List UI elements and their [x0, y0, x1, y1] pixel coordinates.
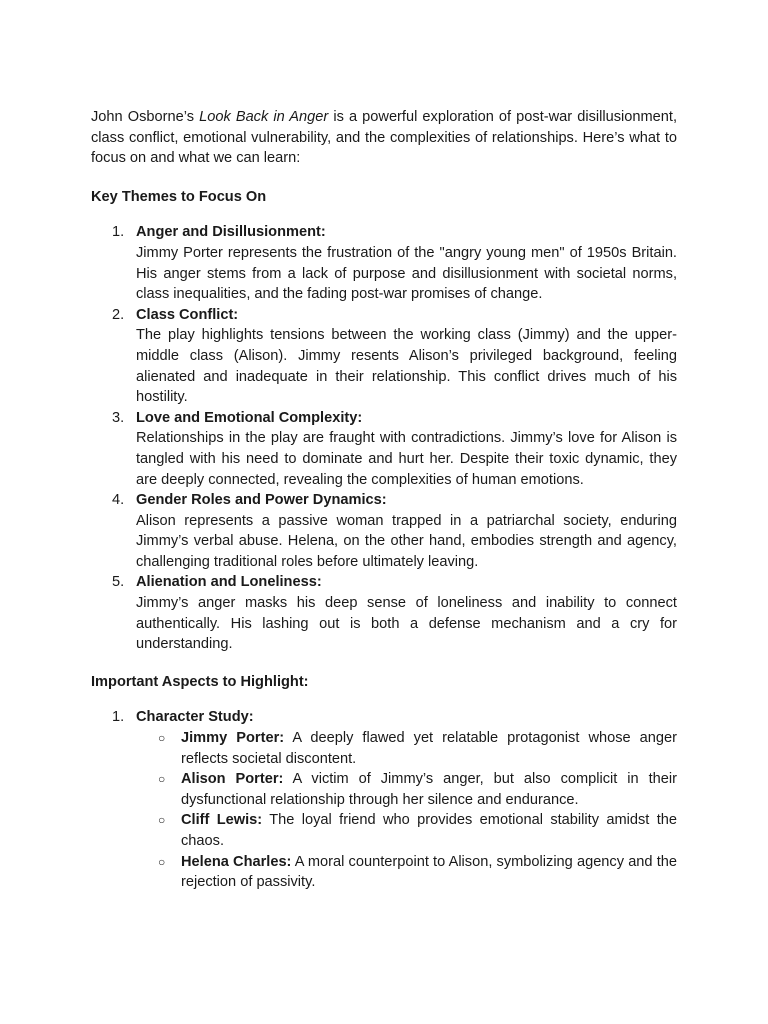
- aspects-heading: Important Aspects to Highlight:: [91, 673, 309, 690]
- document-content: [91, 107, 677, 893]
- theme-number: 5.: [112, 574, 125, 591]
- aspects-list: [91, 707, 677, 892]
- theme-title: Love and Emotional Complexity:: [136, 409, 363, 426]
- key-themes-heading: Key Themes to Focus On: [91, 188, 267, 205]
- intro-author: John Osborne’s: [91, 109, 200, 125]
- theme-title: Gender Roles and Power Dynamics:: [136, 492, 387, 509]
- theme-body: Relationships in the play are fraught with contradictions. Jimmy’s love for Alison is tangled with his need to dominate and hurt her. Despite their toxic dynamic, they are deeply connected, revealing the complexities of human emotions.: [136, 430, 677, 488]
- character-item: [136, 852, 677, 893]
- character-text: [181, 852, 677, 893]
- hollow-circle-bullet-icon: ○: [158, 813, 166, 828]
- play-title: Look Back in Anger: [199, 109, 329, 125]
- character-desc: A deeply flawed yet relatable protagonist whose anger reflects societal discontent.: [181, 730, 677, 767]
- character-desc: A moral counterpoint to Alison, symbolizing agency and the rejection of passivity.: [181, 853, 677, 891]
- theme-body: Jimmy’s anger masks his deep sense of loneliness and inability to connect authentically. His lashing out is both a defense mechanism and a cry for understanding.: [136, 595, 677, 653]
- character-item: [136, 810, 677, 851]
- character-desc: The loyal friend who provides emotional stability amidst the chaos.: [181, 812, 677, 849]
- theme-number: 1.: [112, 224, 125, 241]
- aspect-title: Character Study:: [136, 709, 254, 726]
- character-item: [136, 728, 677, 769]
- theme-title: Anger and Disillusionment:: [136, 224, 326, 241]
- character-text: [181, 810, 677, 851]
- character-text: [181, 769, 677, 810]
- intro-rest: is a powerful exploration of post-war disillusionment, class conflict, emotional vulnerability, and the complexities of relationships. Here’s what to focus on and what we can learn:: [91, 109, 678, 167]
- character-text: [181, 728, 677, 769]
- theme-number: 2.: [112, 306, 125, 323]
- character-name: Jimmy Porter:: [181, 730, 285, 747]
- theme-body: Alison represents a passive woman trapped in a patriarchal society, enduring Jimmy’s verbal abuse. Helena, on the other hand, embodies strength and agency, challenging traditional roles before ultimately leaving.: [136, 512, 677, 570]
- theme-title: Alienation and Loneliness:: [136, 574, 322, 591]
- theme-item: [91, 572, 677, 654]
- theme-item: [91, 408, 677, 490]
- intro-paragraph: [91, 107, 677, 169]
- theme-number: 3.: [112, 409, 125, 426]
- character-name: Cliff Lewis:: [181, 812, 263, 829]
- character-name: Helena Charles:: [181, 853, 292, 870]
- aspect-number: 1.: [112, 709, 125, 726]
- theme-body: The play highlights tensions between the working class (Jimmy) and the upper-middle class (Alison). Jimmy resents Alison’s privileged background, feeling alienated and inadequate in their relationship. This conflict drives much of his hostility.: [136, 327, 677, 406]
- theme-item: [91, 490, 677, 572]
- theme-item: [91, 222, 677, 304]
- theme-item: [91, 305, 677, 408]
- section-spacer: [91, 655, 677, 672]
- character-list: [136, 728, 677, 893]
- hollow-circle-bullet-icon: ○: [158, 854, 166, 869]
- character-desc: A victim of Jimmy’s anger, but also complicit in their dysfunctional relationship through her silence and endurance.: [181, 771, 677, 808]
- themes-list: [91, 222, 677, 654]
- character-name: Alison Porter:: [181, 771, 284, 788]
- theme-number: 4.: [112, 492, 125, 509]
- theme-body: Jimmy Porter represents the frustration of the "angry young men" of 1950s Britain. His anger stems from a lack of purpose and disillusionment with societal norms, class inequalities, and the fading post-war promises of change.: [136, 244, 677, 303]
- character-item: [136, 769, 677, 810]
- hollow-circle-bullet-icon: ○: [158, 731, 166, 746]
- hollow-circle-bullet-icon: ○: [158, 772, 166, 787]
- aspect-item: [91, 707, 677, 892]
- theme-title: Class Conflict:: [136, 306, 239, 323]
